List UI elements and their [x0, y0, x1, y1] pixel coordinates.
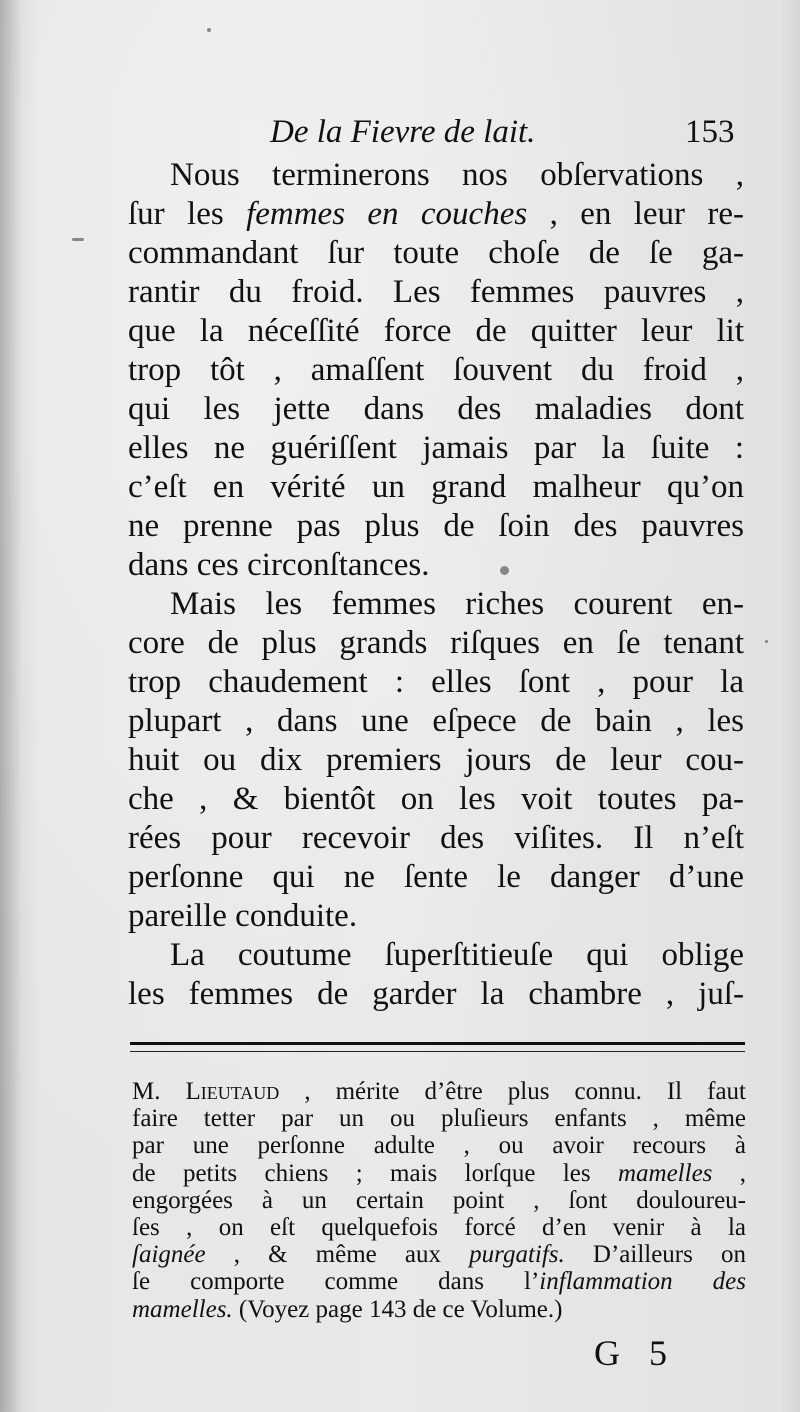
- text-line: ne prenne pas plus de ſoin des pauvres: [128, 508, 744, 544]
- signature-mark: G 5: [594, 1333, 677, 1373]
- emphasis: mamelles.: [132, 1295, 233, 1323]
- ink-speck: [500, 566, 509, 575]
- footnote: [132, 1078, 746, 1323]
- page-number: 153: [685, 114, 735, 150]
- ink-speck: [207, 28, 211, 32]
- footnote-line: par une perſonne adulte , ou avoir recours à: [132, 1132, 746, 1160]
- footnote-line: de petits chiens ; mais lorſque les mamelles ,: [132, 1159, 747, 1187]
- emphasis: femmes en couches: [246, 196, 528, 232]
- text-line: que la néceſſité force de quitter leur lit: [128, 313, 744, 349]
- text-line: core de plus grands riſques en ſe tenant: [128, 625, 744, 661]
- text-line: c’eſt en vérité un grand malheur qu’on: [128, 469, 744, 505]
- text-line: huit ou dix premiers jours de leur cou-: [128, 742, 744, 778]
- text-line: les femmes de garder la chambre , juſ-: [128, 976, 744, 1012]
- footnote-line: engorgées à un certain point , ſont douloureu-: [132, 1186, 746, 1214]
- footnote-line: ſe comporte comme dans l’inflammation des: [132, 1268, 746, 1296]
- text-line: rantir du froid. Les femmes pauvres ,: [128, 274, 744, 310]
- text-line: dans ces circonſtances.: [128, 547, 430, 583]
- emphasis: mamelles: [617, 1159, 713, 1187]
- text-line: La coutume ſuperſtitieuſe qui oblige: [170, 937, 744, 973]
- running-title: De la Fievre de lait.: [270, 114, 536, 150]
- text-line: ſur les femmes en couches , en leur re-: [128, 196, 744, 232]
- emphasis: purgatifs.: [469, 1241, 565, 1269]
- text-line: pareille conduite.: [128, 898, 358, 934]
- text-line: Nous terminerons nos obſervations ,: [170, 157, 744, 193]
- text-line: plupart , dans une eſpece de bain , les: [128, 703, 744, 739]
- text-line: qui les jette dans des maladies dont: [128, 391, 744, 427]
- footnote-line: ſes , on eſt quelquefois forcé d’en venir à la: [132, 1213, 746, 1241]
- text-line: rées pour recevoir des viſites. Il n’eſt: [128, 820, 744, 856]
- footnote-text: , mérite d’être plus connu. Il faut: [304, 1078, 747, 1105]
- binding-shadow: [0, 0, 22, 1412]
- body-text: [128, 156, 744, 1014]
- emphasis: ſaignée: [132, 1241, 206, 1269]
- text-line: Mais les femmes riches courent en-: [170, 586, 744, 622]
- text-line: commandant ſur toute choſe de ſe ga-: [128, 235, 744, 271]
- footnote-line: [132, 1078, 746, 1105]
- text-line: elles ne guériſſent jamais par la ſuite :: [128, 430, 744, 466]
- footnote-line: mamelles. (Voyez page 143 de ce Volume.): [132, 1295, 563, 1323]
- ink-speck: [72, 238, 84, 241]
- text-line: che , & bientôt on les voit toutes pa-: [128, 781, 744, 817]
- emphasis: inflammation des: [539, 1268, 746, 1296]
- footnote-line: ſaignée , & même aux purgatifs. D’ailleurs on: [132, 1241, 746, 1269]
- footnote-line: faire tetter par un ou pluſieurs enfants , même: [132, 1105, 746, 1133]
- author-name: M. Lieutaud: [132, 1078, 280, 1105]
- text-line: trop tôt , amaſſent ſouvent du froid ,: [128, 352, 744, 388]
- ink-speck: [765, 640, 768, 643]
- footnote-rule: [130, 1042, 745, 1052]
- text-line: perſonne qui ne ſente le danger d’une: [128, 859, 744, 895]
- text-line: trop chaudement : elles ſont , pour la: [128, 664, 744, 700]
- page-header: [0, 112, 800, 152]
